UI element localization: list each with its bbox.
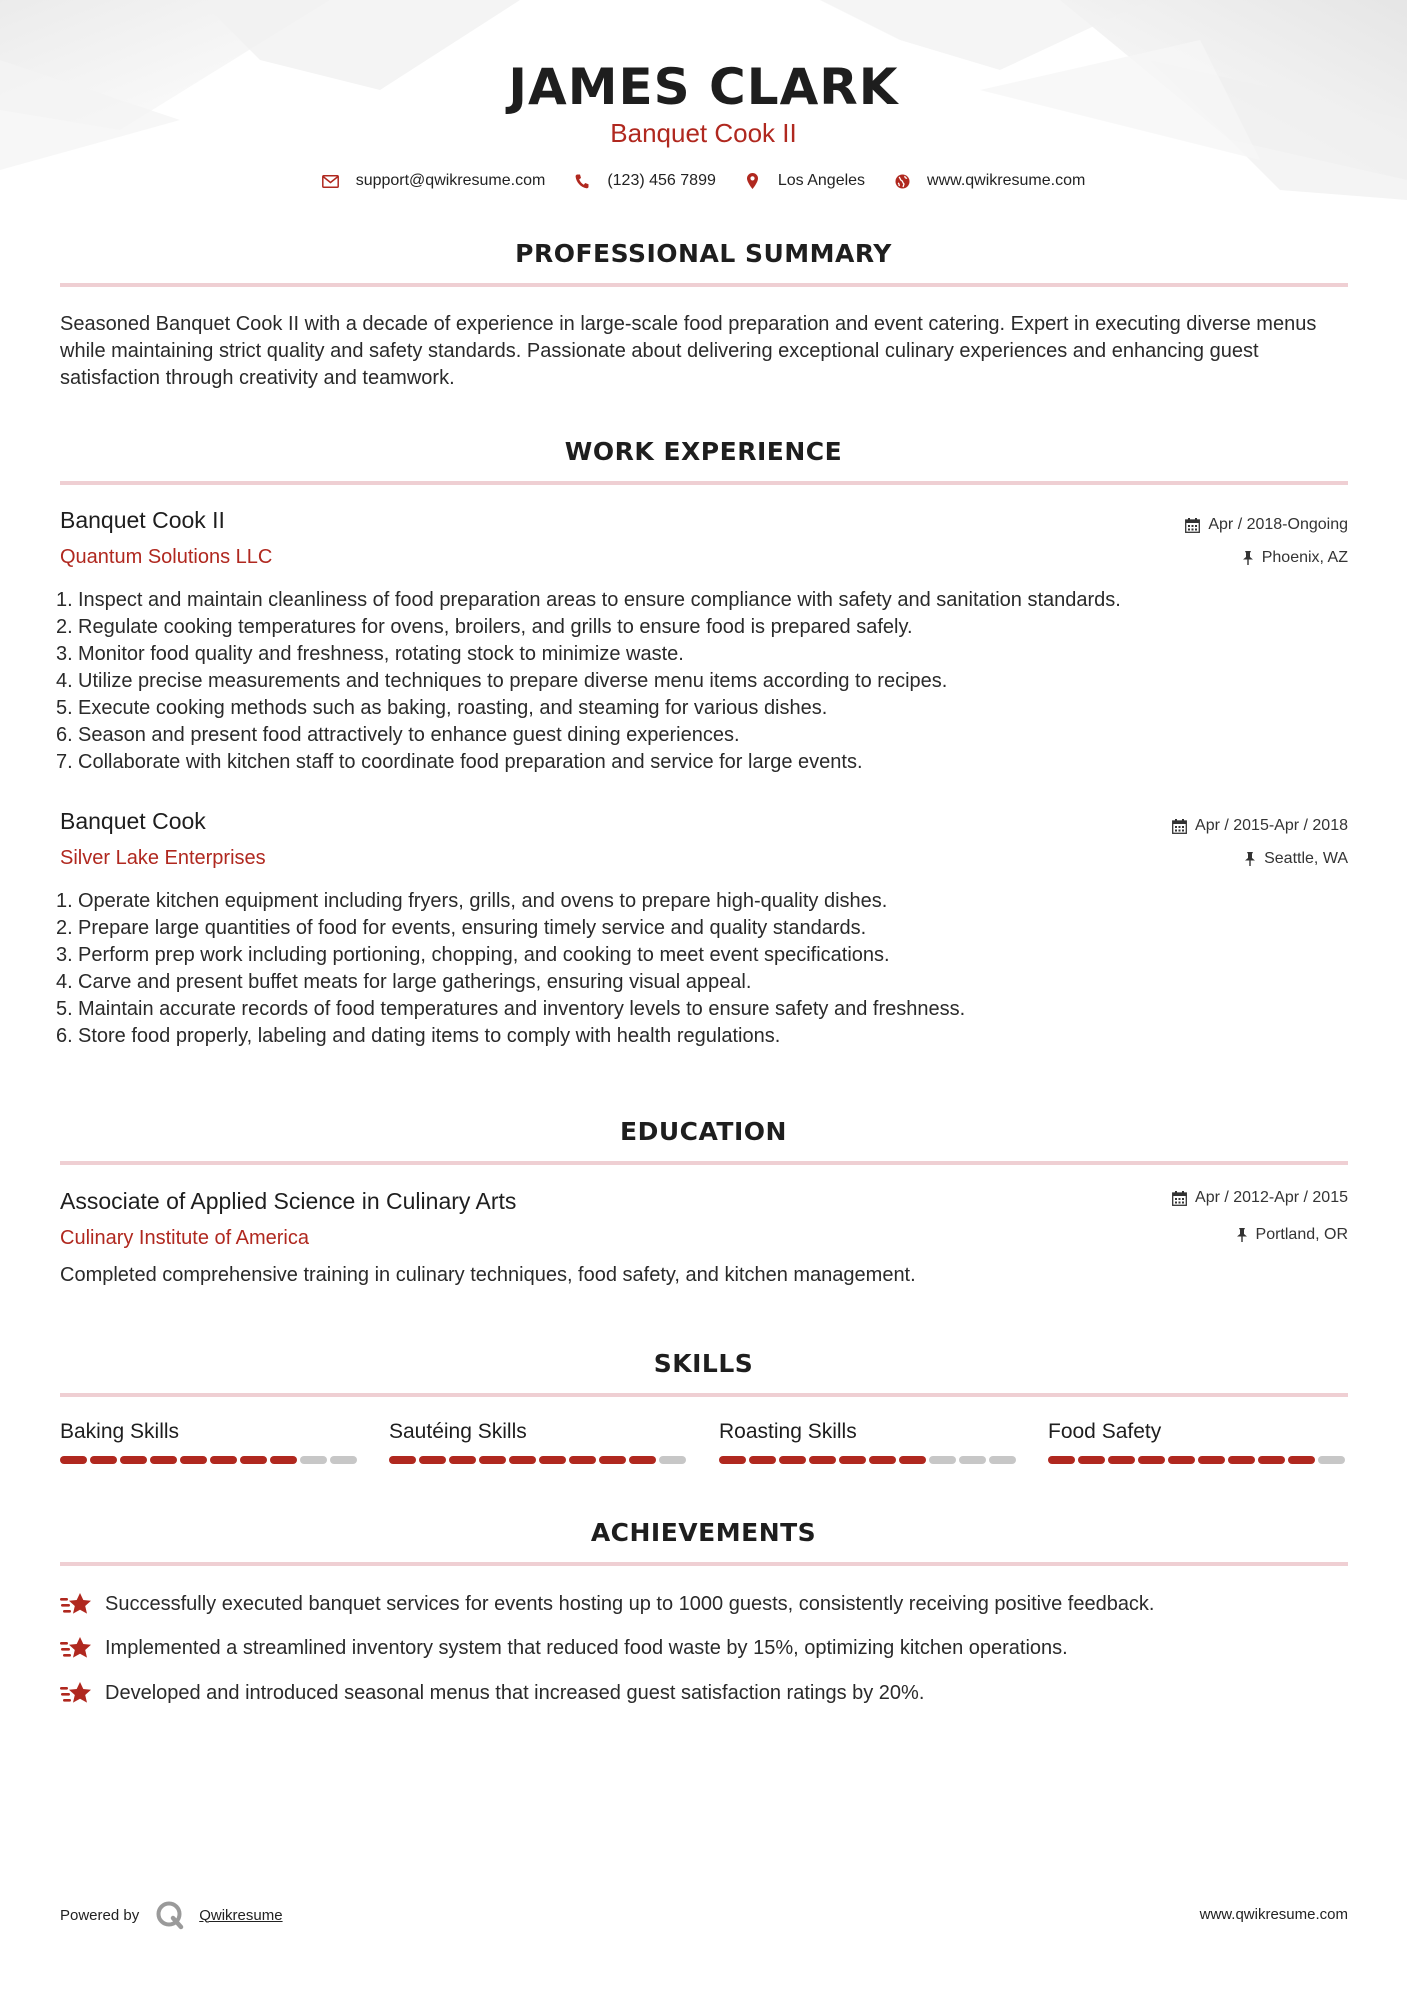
pin-icon xyxy=(1244,852,1256,866)
skill-segment-empty xyxy=(929,1456,956,1464)
list-item: 7. Collaborate with kitchen staff to coordinate food preparation and service for large events. xyxy=(56,751,863,773)
job-location-text: Phoenix, AZ xyxy=(1261,549,1348,566)
footer-website[interactable]: www.qwikresume.com xyxy=(1199,1906,1348,1923)
skill-segment-filled xyxy=(1138,1456,1165,1464)
qwikresume-logo-icon xyxy=(155,1900,185,1930)
skill-segment-filled xyxy=(90,1456,117,1464)
contact-location-text: Los Angeles xyxy=(777,172,866,189)
qwikresume-link[interactable]: Qwikresume xyxy=(199,1906,283,1924)
skill-segment-filled xyxy=(779,1456,806,1464)
job-dates xyxy=(1185,516,1348,534)
phone-icon xyxy=(573,172,591,190)
job-title: Banquet Cook II xyxy=(60,507,225,533)
summary-divider xyxy=(60,283,1348,287)
job-location xyxy=(1242,549,1348,567)
job-company: Quantum Solutions LLC xyxy=(60,546,273,568)
skill-level-bar xyxy=(60,1456,360,1464)
skill-segment-filled xyxy=(180,1456,207,1464)
skills-divider xyxy=(60,1393,1348,1397)
calendar-icon xyxy=(1172,819,1187,834)
skill-segment-filled xyxy=(1168,1456,1195,1464)
skill-segment-filled xyxy=(719,1456,746,1464)
skill-name: Food Safety xyxy=(1048,1420,1162,1443)
map-marker-icon xyxy=(744,172,762,190)
job-dates-text: Apr / 2015-Apr / 2018 xyxy=(1195,817,1348,834)
contact-bar xyxy=(0,172,1407,190)
education-dates xyxy=(1172,1189,1348,1207)
skill-segment-empty xyxy=(300,1456,327,1464)
list-item: 2. Regulate cooking temperatures for ovens, broilers, and grills to ensure food is prepared safely. xyxy=(56,616,913,638)
list-item: 6. Season and present food attractively to enhance guest dining experiences. xyxy=(56,724,740,746)
skill-segment-filled xyxy=(1078,1456,1105,1464)
education-location xyxy=(1236,1226,1348,1244)
skill-roasting xyxy=(719,1420,1019,1464)
skill-segment-filled xyxy=(389,1456,416,1464)
pin-icon xyxy=(1242,551,1254,565)
skill-segment-filled xyxy=(599,1456,626,1464)
footer-powered-by xyxy=(60,1900,283,1930)
globe-icon xyxy=(893,172,911,190)
list-item: 6. Store food properly, labeling and dating items to comply with health regulations. xyxy=(56,1025,781,1047)
education-description: Completed comprehensive training in culinary techniques, food safety, and kitchen management. xyxy=(60,1264,916,1286)
skill-segment-filled xyxy=(60,1456,87,1464)
achievement-text: Developed and introduced seasonal menus that increased guest satisfaction ratings by 20%. xyxy=(105,1681,925,1704)
list-item: 3. Perform prep work including portioning, chopping, and cooking to meet event specifications. xyxy=(56,944,890,966)
skill-segment-filled xyxy=(629,1456,656,1464)
experience-heading: WORK EXPERIENCE xyxy=(564,437,843,466)
star-achievement-icon xyxy=(60,1590,94,1618)
skill-level-bar xyxy=(1048,1456,1348,1464)
skill-name: Baking Skills xyxy=(60,1420,180,1443)
skill-segment-empty xyxy=(330,1456,357,1464)
contact-phone-text: (123) 456 7899 xyxy=(607,172,716,189)
skill-segment-filled xyxy=(869,1456,896,1464)
achievement-item xyxy=(60,1590,1155,1618)
skill-segment-filled xyxy=(539,1456,566,1464)
star-achievement-icon xyxy=(60,1634,94,1662)
summary-heading: PROFESSIONAL SUMMARY xyxy=(515,239,892,268)
job-company: Silver Lake Enterprises xyxy=(60,847,266,869)
experience-divider xyxy=(60,481,1348,485)
skill-segment-filled xyxy=(240,1456,267,1464)
contact-website[interactable] xyxy=(893,172,1085,190)
list-item: 1. Inspect and maintain cleanliness of food preparation areas to ensure compliance with safety and sanitation standards. xyxy=(56,589,1121,611)
job-dates-text: Apr / 2018-Ongoing xyxy=(1208,516,1348,533)
list-item: 5. Execute cooking methods such as baking, roasting, and steaming for various dishes. xyxy=(56,697,828,719)
skill-segment-filled xyxy=(150,1456,177,1464)
envelope-icon xyxy=(322,172,340,190)
skill-segment-filled xyxy=(1198,1456,1225,1464)
skill-segment-filled xyxy=(569,1456,596,1464)
skill-segment-empty xyxy=(1318,1456,1345,1464)
education-degree: Associate of Applied Science in Culinary Arts xyxy=(60,1188,517,1214)
list-item: 2. Prepare large quantities of food for events, ensuring timely service and quality standards. xyxy=(56,917,867,939)
summary-text: Seasoned Banquet Cook II with a decade of experience in large-scale food preparation and event catering. Expert in executing diverse menus while maintaining strict quality and safety standards. Passionate about delivering exceptional culinary experiences and enhancing guest satisfaction through creativity and teamwork. xyxy=(60,313,1317,389)
skill-segment-filled xyxy=(210,1456,237,1464)
list-item: 5. Maintain accurate records of food temperatures and inventory levels to ensure safety and freshness. xyxy=(56,998,966,1020)
job-bullets xyxy=(56,888,1346,1050)
skill-segment-empty xyxy=(959,1456,986,1464)
calendar-icon xyxy=(1172,1191,1187,1206)
skill-segment-filled xyxy=(270,1456,297,1464)
achievement-text: Implemented a streamlined inventory system that reduced food waste by 15%, optimizing kitchen operations. xyxy=(105,1636,1068,1659)
achievement-item xyxy=(60,1634,1068,1662)
star-achievement-icon xyxy=(60,1679,94,1707)
contact-email-text: support@qwikresume.com xyxy=(355,172,546,189)
skill-segment-filled xyxy=(1048,1456,1075,1464)
achievements-divider xyxy=(60,1562,1348,1566)
education-heading: EDUCATION xyxy=(620,1117,787,1146)
skill-name: Sautéing Skills xyxy=(389,1420,527,1443)
skill-segment-filled xyxy=(749,1456,776,1464)
skill-level-bar xyxy=(719,1456,1019,1464)
contact-phone[interactable] xyxy=(573,172,716,190)
skill-name: Roasting Skills xyxy=(719,1420,857,1443)
skill-segment-filled xyxy=(839,1456,866,1464)
skill-segment-empty xyxy=(659,1456,686,1464)
skill-level-bar xyxy=(389,1456,689,1464)
list-item: 4. Utilize precise measurements and techniques to prepare diverse menu items according to recipes. xyxy=(56,670,948,692)
job-title: Banquet Cook xyxy=(60,808,206,834)
education-dates-text: Apr / 2012-Apr / 2015 xyxy=(1195,1189,1348,1206)
powered-by-label: Powered by xyxy=(60,1906,140,1924)
contact-location xyxy=(744,172,865,190)
skill-segment-filled xyxy=(479,1456,506,1464)
education-school: Culinary Institute of America xyxy=(60,1227,309,1249)
education-divider xyxy=(60,1161,1348,1165)
skill-segment-filled xyxy=(509,1456,536,1464)
skill-food-safety xyxy=(1048,1420,1348,1464)
achievements-heading: ACHIEVEMENTS xyxy=(590,1518,817,1547)
contact-email[interactable] xyxy=(322,172,546,190)
skill-segment-filled xyxy=(1258,1456,1285,1464)
skill-segment-filled xyxy=(449,1456,476,1464)
job-dates xyxy=(1172,817,1348,835)
skill-segment-filled xyxy=(419,1456,446,1464)
pin-icon xyxy=(1236,1228,1248,1242)
skill-segment-filled xyxy=(809,1456,836,1464)
list-item: 1. Operate kitchen equipment including fryers, grills, and ovens to prepare high-quality dishes. xyxy=(56,890,888,912)
skill-baking xyxy=(60,1420,360,1464)
achievement-item xyxy=(60,1679,924,1707)
skill-segment-filled xyxy=(1108,1456,1135,1464)
skill-segment-filled xyxy=(1228,1456,1255,1464)
contact-website-text: www.qwikresume.com xyxy=(927,172,1086,189)
job-bullets xyxy=(56,587,1346,776)
skill-sauteing xyxy=(389,1420,689,1464)
skills-heading: SKILLS xyxy=(653,1349,754,1378)
education-location-text: Portland, OR xyxy=(1255,1226,1348,1243)
list-item: 3. Monitor food quality and freshness, rotating stock to minimize waste. xyxy=(56,643,684,665)
list-item: 4. Carve and present buffet meats for large gatherings, ensuring visual appeal. xyxy=(56,971,752,993)
job-location-text: Seattle, WA xyxy=(1264,850,1348,867)
calendar-icon xyxy=(1185,518,1200,533)
job-location xyxy=(1244,850,1348,868)
skill-segment-filled xyxy=(899,1456,926,1464)
candidate-name: JAMES CLARK xyxy=(508,58,899,116)
candidate-title: Banquet Cook II xyxy=(610,118,797,148)
skill-segment-filled xyxy=(1288,1456,1315,1464)
achievement-text: Successfully executed banquet services for events hosting up to 1000 guests, consistently receiving positive feedback. xyxy=(105,1592,1155,1615)
skill-segment-filled xyxy=(120,1456,147,1464)
skill-segment-empty xyxy=(989,1456,1016,1464)
